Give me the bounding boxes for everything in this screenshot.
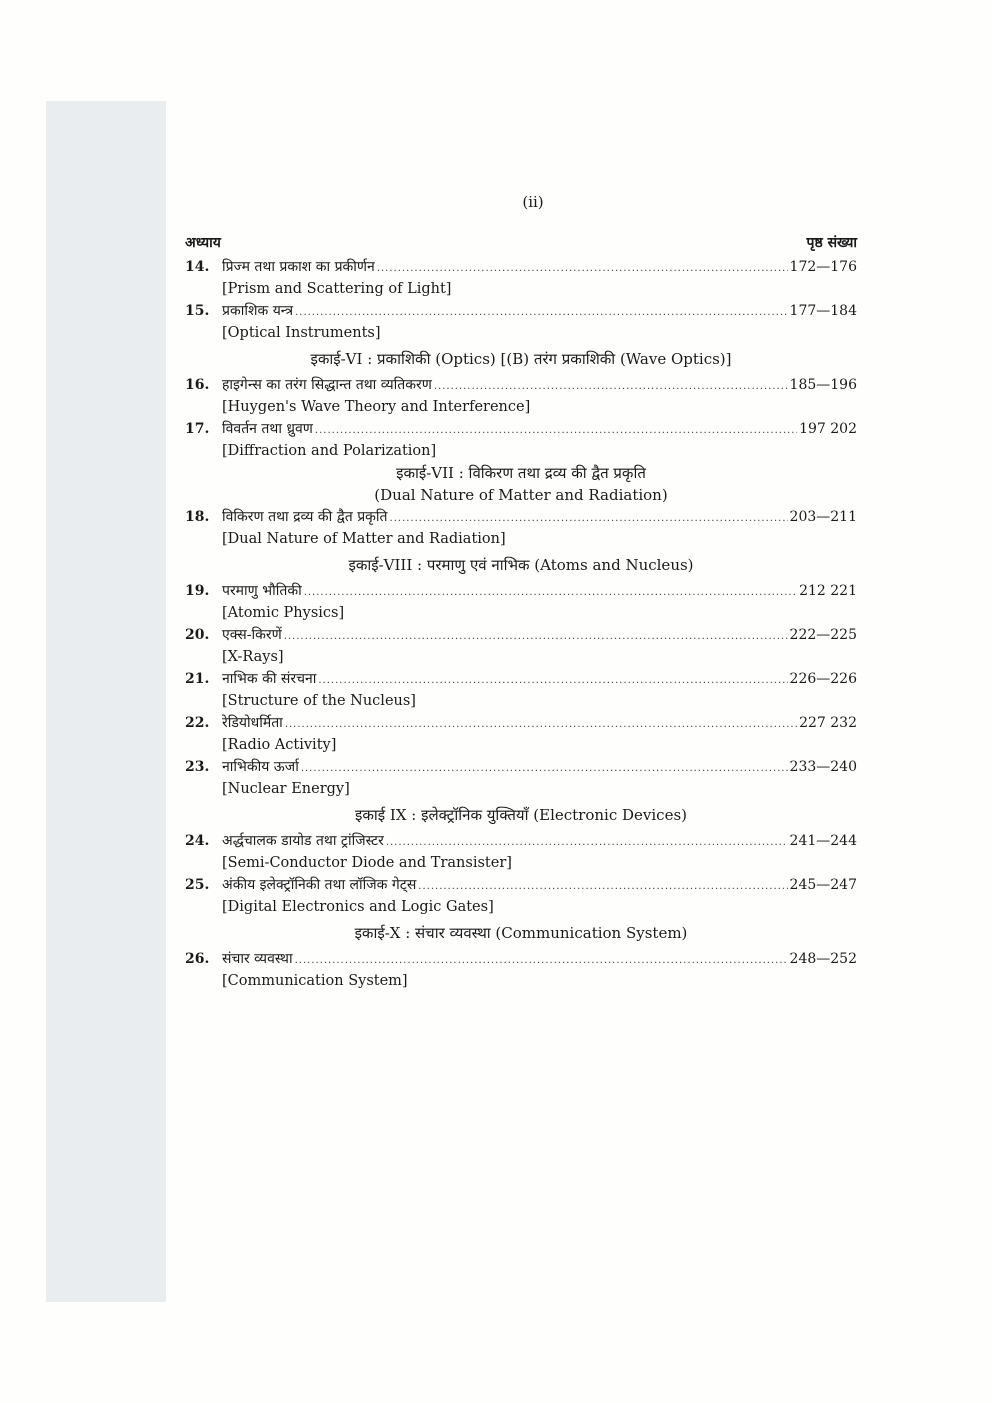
dot-leader [295, 948, 788, 972]
dot-leader [377, 256, 788, 280]
toc-chapter-row[interactable] [185, 830, 857, 852]
unit-heading: (Dual Nature of Matter and Radiation) [374, 486, 668, 504]
page-range: 212 221 [799, 583, 857, 599]
chapter-title-hindi: संचार व्यवस्था [222, 951, 293, 967]
unit-heading: इकाई IX : इलेक्ट्रॉनिक युक्तियाँ (Electronic Devices) [354, 806, 687, 824]
page-range: 241—244 [789, 833, 857, 849]
chapter-title-english: [Atomic Physics] [222, 605, 345, 621]
chapter-number: 24. [185, 833, 210, 849]
table-of-contents [185, 228, 857, 992]
dot-leader [390, 506, 788, 530]
toc-chapter-row[interactable] [185, 712, 857, 734]
page-range: 185—196 [789, 377, 857, 393]
dot-leader [434, 374, 788, 398]
chapter-number: 16. [185, 377, 210, 393]
chapter-title-english: [Diffraction and Polarization] [222, 443, 437, 459]
chapter-title-hindi: अंकीय इलेक्ट्रॉनिकी तथा लॉजिक गेट्स [222, 877, 417, 893]
chapter-number: 18. [185, 509, 210, 525]
toc-chapter-row[interactable] [185, 418, 857, 440]
chapter-title-english: [Digital Electronics and Logic Gates] [222, 899, 494, 915]
chapter-title-english: [Dual Nature of Matter and Radiation] [222, 531, 506, 547]
toc-chapter-row[interactable] [185, 668, 857, 690]
dot-leader [295, 300, 787, 324]
chapter-title-hindi: प्रिज्म तथा प्रकाश का प्रकीर्णन [222, 259, 375, 275]
dot-leader [315, 418, 797, 442]
page-range: 227 232 [799, 715, 857, 731]
chapter-title-english: [Nuclear Energy] [222, 781, 350, 797]
chapter-title-english: [X-Rays] [222, 649, 284, 665]
toc-chapter-row[interactable] [185, 374, 857, 396]
unit-heading: इकाई-VI : प्रकाशिकी (Optics) [(B) तरंग प्रकाशिकी (Wave Optics)] [310, 350, 732, 368]
unit-heading: इकाई-X : संचार व्यवस्था (Communication System) [354, 924, 688, 942]
unit-heading: इकाई-VIII : परमाणु एवं नाभिक (Atoms and Nucleus) [348, 556, 694, 574]
chapter-column-label: अध्याय [185, 234, 221, 251]
page-range: 172—176 [789, 259, 857, 275]
chapter-title-hindi: नाभिक की संरचना [222, 671, 317, 687]
toc-chapter-row[interactable] [185, 624, 857, 646]
toc-entries [185, 256, 857, 992]
dot-leader [318, 668, 787, 692]
toc-chapter-row[interactable] [185, 506, 857, 528]
toc-header [185, 228, 857, 256]
dot-leader [418, 874, 787, 898]
chapter-title-english: [Prism and Scattering of Light] [222, 281, 452, 297]
dot-leader [386, 830, 788, 854]
page-number: (ii) [522, 193, 544, 211]
chapter-number: 15. [185, 303, 210, 319]
chapter-title-english: [Optical Instruments] [222, 325, 381, 341]
chapter-title-english: [Huygen's Wave Theory and Interference] [222, 399, 531, 415]
page-range: 203—211 [789, 509, 857, 525]
dot-leader [304, 580, 797, 604]
chapter-number: 22. [185, 715, 210, 731]
toc-chapter-row[interactable] [185, 756, 857, 778]
toc-chapter-row[interactable] [185, 874, 857, 896]
page-range: 197 202 [799, 421, 857, 437]
chapter-title-english: [Radio Activity] [222, 737, 337, 753]
chapter-number: 17. [185, 421, 210, 437]
chapter-title-hindi: परमाणु भौतिकी [222, 583, 302, 599]
toc-chapter-row[interactable] [185, 256, 857, 278]
page-range: 248—252 [789, 951, 857, 967]
toc-chapter-row[interactable] [185, 300, 857, 322]
chapter-title-hindi: विवर्तन तथा ध्रुवण [222, 421, 313, 437]
chapter-title-hindi: विकिरण तथा द्रव्य की द्वैत प्रकृति [222, 509, 388, 525]
chapter-title-english: [Communication System] [222, 973, 408, 989]
chapter-title-hindi: नाभिकीय ऊर्जा [222, 759, 299, 775]
page-column-label: पृष्ठ संख्या [806, 234, 857, 251]
page-range: 222—225 [789, 627, 857, 643]
chapter-number: 23. [185, 759, 210, 775]
chapter-number: 26. [185, 951, 210, 967]
chapter-title-hindi: हाइगेन्स का तरंग सिद्धान्त तथा व्यतिकरण [222, 377, 432, 393]
dot-leader [285, 712, 797, 736]
page-range: 177—184 [789, 303, 857, 319]
dot-leader [301, 756, 788, 780]
chapter-title-english: [Semi-Conductor Diode and Transister] [222, 855, 512, 871]
side-panel [46, 101, 166, 1302]
chapter-title-english: [Structure of the Nucleus] [222, 693, 416, 709]
chapter-title-hindi: एक्स-किरणें [222, 627, 282, 643]
chapter-number: 14. [185, 259, 210, 275]
chapter-title-hindi: अर्द्धचालक डायोड तथा ट्रांजिस्टर [222, 833, 384, 849]
toc-chapter-row[interactable] [185, 948, 857, 970]
page-range: 245—247 [789, 877, 857, 893]
toc-chapter-row[interactable] [185, 580, 857, 602]
chapter-title-hindi: रेडियोधर्मिता [222, 715, 283, 731]
page-range: 226—226 [789, 671, 857, 687]
chapter-number: 20. [185, 627, 210, 643]
unit-heading: इकाई-VII : विकिरण तथा द्रव्य की द्वैत प्रकृति [396, 464, 646, 482]
dot-leader [284, 624, 788, 648]
chapter-number: 19. [185, 583, 210, 599]
page-range: 233—240 [789, 759, 857, 775]
chapter-number: 25. [185, 877, 210, 893]
chapter-number: 21. [185, 671, 210, 687]
chapter-title-hindi: प्रकाशिक यन्त्र [222, 303, 294, 319]
